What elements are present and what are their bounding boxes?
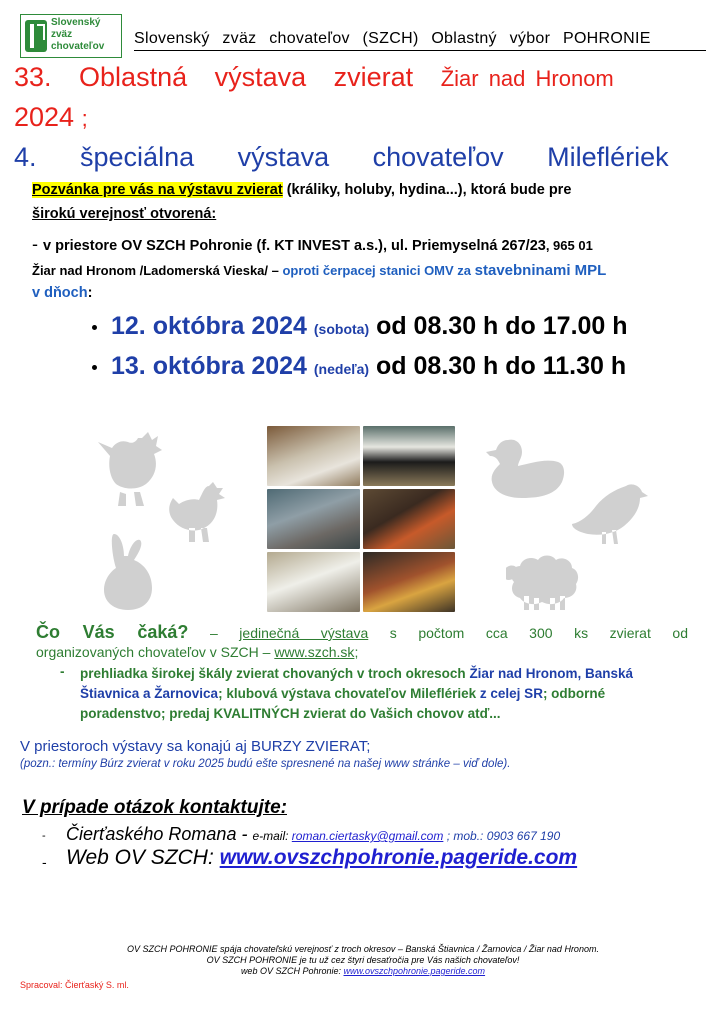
location-line2: Žiar nad Hronom /Ladomerská Vieska/ – oproti čerpacej stanici OMV za stavebninami MPL	[32, 262, 607, 279]
rabbit-photo	[267, 489, 360, 549]
what-line2: organizovaných chovateľov v SZCH – www.szch.sk;	[36, 644, 359, 660]
burzy-line1: V priestoroch výstavy sa konajú aj BURZY ZVIERAT;	[20, 738, 371, 755]
contact-dash-2: -	[42, 854, 47, 870]
szch-logo	[20, 14, 122, 58]
author-credit: Spracoval: Čierťaský S. ml.	[20, 980, 129, 990]
date-item-2: 13. októbra 2024 (nedeľa) od 08.30 h do 11.30 h	[92, 352, 626, 381]
rabbit-silhouette-icon	[100, 532, 158, 612]
contact-person: Čierťaského Romana - e-mail: roman.ciertasky@gmail.com ; mob.: 0903 667 190	[66, 824, 561, 844]
invite-line1: Pozvánka pre vás na výstavu zvierat (králiky, holuby, hydina...), ktorá bude pre	[32, 182, 572, 198]
contact-dash-1: -	[42, 830, 46, 842]
headline-line3: 4. špeciálna výstava chovateľov Mileflériek	[14, 142, 669, 172]
what-bullet-text: prehliadka širokej škály zvierat chovaných v troch okresoch Žiar nad Hronom, Banská Štiavnica a Žarnovica; klubová výstava chovateľov Mileflériek z celej SR; odborné poradenstvo; predaj KVALITNÝCH zvierat do Vašich chovov atď...	[80, 666, 633, 721]
geese-photo	[267, 426, 360, 486]
what-bullet-dash: -	[60, 664, 65, 679]
duck-silhouette-icon	[486, 438, 566, 500]
contact-heading: V prípade otázok kontaktujte:	[22, 797, 287, 818]
rooster-silhouette-icon	[90, 430, 170, 510]
bullet-icon	[92, 325, 97, 330]
sheep-silhouette-icon	[506, 552, 580, 610]
ov-szch-web-link[interactable]: www.ovszchpohronie.pageride.com	[219, 846, 578, 869]
pigeon-photo	[363, 426, 456, 486]
location-line3: v dňoch:	[32, 285, 93, 301]
hen-silhouette-icon	[165, 482, 235, 544]
szch-logo-icon	[25, 20, 47, 52]
contact-email-link[interactable]: roman.ciertasky@gmail.com	[291, 829, 444, 843]
footer-text: OV SZCH POHRONIE spája chovateľskú verejnosť z troch okresov – Banská Štiavnica / Žarnovica / Žiar nad Hronom. OV SZCH POHRONIE je tu už cez štyri desaťročia pre Vás našich chovateľov! web OV SZCH Pohronie: www.ovszchpohronie.pageride.com	[127, 944, 599, 976]
headline-line1: 33. Oblastná výstava zvierat Žiar nad Hronom	[14, 62, 614, 92]
hen-photo	[267, 552, 360, 612]
header-title: Slovenský zväz chovateľov (SZCH) Oblastný výbor POHRONIE	[134, 30, 706, 51]
bullet-icon	[92, 365, 97, 370]
footer-web-link[interactable]: www.ovszchpohronie.pageride.com	[343, 966, 486, 976]
date-item-1: 12. októbra 2024 (sobota) od 08.30 h do 17.00 h	[92, 312, 628, 341]
headline-line2: 2024 ;	[14, 102, 88, 132]
rooster-photo	[363, 552, 456, 612]
what-line1: Čo Vás čaká? – jedinečná výstava s počtom cca 300 ks zvierat od	[36, 622, 688, 642]
chicken-pair-photo	[363, 489, 456, 549]
partridge-silhouette-icon	[572, 482, 648, 544]
contact-web: Web OV SZCH: www.ovszchpohronie.pageride.com	[66, 846, 578, 869]
location-line1: - v priestore OV SZCH Pohronie (f. KT INVEST a.s.), ul. Priemyselná 267/23, 965 01	[32, 234, 593, 254]
szch-web-link[interactable]: www.szch.sk	[274, 644, 355, 660]
animal-photo-collage	[267, 426, 455, 612]
burzy-line2: (pozn.: termíny Búrz zvierat v roku 2025 budú ešte spresnené na našej www stránke – viď dole).	[20, 758, 511, 770]
logo-text: Slovenský zväz chovateľov	[51, 17, 105, 52]
invite-line2: širokú verejnosť otvorená:	[32, 206, 217, 222]
